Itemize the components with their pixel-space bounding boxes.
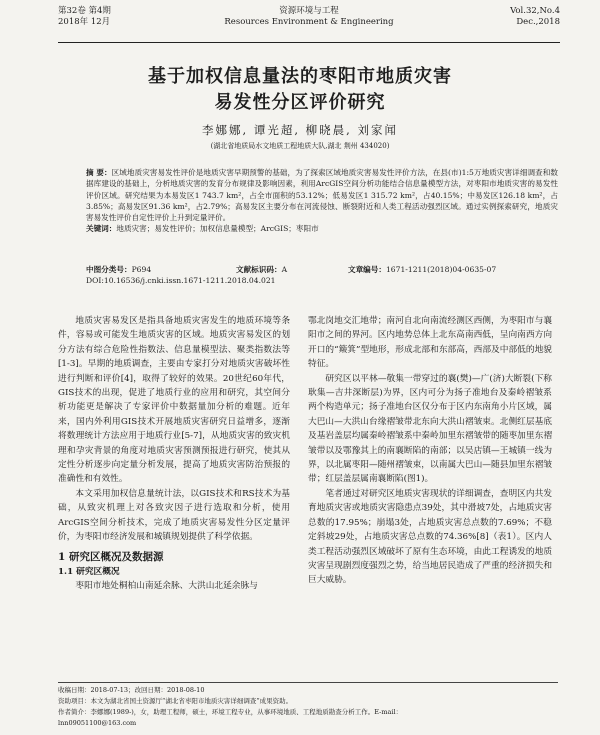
- paragraph: 笔者通过对研究区地质灾害现状的详细调查，查明区内共发育地质灾害或地质灾害隐患点39处，其中滑坡7处，占地质灾害总数的17.95%；崩塌3处，占地质灾害总点数的7.69%；不稳定斜坡29处，占地质灾害总点数的74.36%[8]（表1）。区内人类工程活动强烈区域破坏了原有生态环境，由此工程诱发的地质灾害呈现剧烈度强烈之势，给当地居民造成了严重的经济损失和巨大威胁。: [308, 488, 552, 586]
- header-rule: [58, 42, 560, 43]
- title-line-2: 易发性分区评价研究: [214, 92, 386, 113]
- clc-label: 中图分类号：: [86, 265, 132, 274]
- journal-name-cn: 资源环境与工程: [279, 6, 339, 16]
- subsection-heading: 1.1 研究区概况: [58, 566, 120, 577]
- journal-name: [58, 6, 560, 28]
- author-bio: 作者简介：李娜娜(1989-)，女，助理工程师，硕士，环境工程专业，从事环境地质、工程地质勘查分析工作。E-mail：: [58, 708, 403, 716]
- paragraph: 研究区以平林—敬集一带穿过的襄(樊)—广(济)大断裂(下称耿集—吉井深断层)为界，区内可分为扬子准地台及秦岭褶皱系两个构造单元；扬子准地台区仅分布于区内东南角小片区域，属大巴山—大洪山台缘褶皱带北东向大洪山褶皱束。北侧红层基底及基岩盖层均属秦岭褶皱系中秦岭加里东褶皱带的随枣加里东褶皱带以及鄂豫其上的南襄断陷的南部；以吴店镇—王城镇一线为界，以北属枣阳—随州褶皱束，以南属大巴山—随县加里东褶皱带；红层盖层属南襄断陷(图1)。: [308, 373, 552, 485]
- volume-issue-en: Vol.32,No.4: [510, 6, 560, 16]
- body-column-right: [308, 314, 552, 588]
- received-date: 收稿日期：2018-07-13；改回日期：2018-08-10: [58, 686, 205, 694]
- abstract-label: 摘 要：: [86, 168, 112, 177]
- running-header: [58, 6, 560, 46]
- affiliation: (湖北省地质局水文地质工程地质大队,湖北 荆州 434020): [210, 142, 390, 150]
- paragraph: 地质灾害易发区是指具备地质灾害发生的地质环境等条件，容易或可能发生地质灾害的区域。地质灾害易发区的划分方法有综合危险性指数法、信息量模型法、聚类指数法等[1-3]。早期的地质调查，主要由专家打分对地质灾害破坏性进行判断和评价[4]，取得了较好的效果。20世纪60年代，GIS技术的出现，促进了地质行业的应用和研究，其空间分析功能更是解决了专家评价中数据量加分析的难题。近年来，国内外利用GIS技术开展地质灾害研究日益增多，逐渐将数理统计方法应用于地质行业[5-7]，从地质灾害的致灾机理和孕灾背景的角度对地质灾害预测预报进行研究，使其从定性分析逐步向定量分析发展，提高了地质灾害防治预报的准确性和有效性。: [58, 316, 290, 485]
- abstract: [86, 167, 558, 235]
- funding-note: 资助项目：本文为湖北省国土资源厅“湖北省枣阳市地质灾害详细调查”成果资助。: [58, 697, 293, 705]
- abstract-text: 区域地质灾害易发性评价是地质灾害早期预警的基础，为了探索区域地质灾害易发性评价方法，在县(市)1:5万地质灾害详细调查和数据库建设的基础上，分析地质灾害的发育分布规律及影响因素，利用ArcGIS空间分析功能结合信息量模型方法，对枣阳市地质灾害的易发性评价区域。研究结果为本易发区1 743.7 km²，占全市面积的53.12%；低易发区1 315.72 km²，占40.15%；中易发区126.18 km²，占3.85%；高易发区91.36 km²，占2.79%；高易发区主要分布在河流侵蚀、断裂附近和人类工程活动强烈区域。通过实例探索研究，地质灾害易发性评价自定性评价上升到定量评价。: [86, 168, 558, 223]
- doc-code-label: 文献标识码：: [236, 265, 282, 274]
- title-line-1: 基于加权信息量法的枣阳市地质灾害: [148, 66, 452, 87]
- article-no-label: 文章编号：: [348, 265, 386, 274]
- article-title: [0, 64, 600, 116]
- article-meta: [86, 264, 558, 287]
- doi-link[interactable]: DOI:10.16536/j.cnki.issn.1671-1211.2018.04.021: [86, 276, 276, 286]
- doc-code-value: A: [281, 265, 288, 274]
- section-heading: 1 研究区概况及数据源: [58, 550, 164, 563]
- paragraph: 本文采用加权信息量统计法，以GIS技术和RS技术为基础，从致灾机理上对各致灾因子进行选取和分析，使用ArcGIS空间分析技术，完成了地质灾害易发性分区定量评价，为枣阳市经济发展和城镇规划提供了科学依据。: [58, 488, 290, 543]
- keywords-label: 关键词：: [86, 224, 117, 234]
- paragraph: 鄂北岗地交汇地带；南河自北向南流经测区西侧，为枣阳市与襄阳市之间的界河。区内地势总体上北东高南西低，呈向南西方向开口的“簸箕”型地形，形成北部和东部高，西部及中部低的地貌特征。: [308, 316, 552, 370]
- authors: 李娜娜, 谭光超, 柳晓晨, 刘家闻: [202, 123, 398, 137]
- journal-issue-en: [510, 6, 560, 28]
- issue-date-cn: 2018年 12月: [58, 17, 111, 27]
- paragraph: 枣阳市地处桐柏山南延余脉、大洪山北延余脉与: [75, 580, 258, 591]
- footnote: [58, 682, 558, 729]
- body-column-left: [58, 314, 290, 593]
- article-no-value: 1671-1211(2018)04-0635-07: [385, 265, 497, 274]
- issue-date-en: Dec.,2018: [516, 17, 560, 27]
- journal-name-en: Resources Environment & Engineering: [224, 17, 394, 27]
- volume-issue: 第32卷 第4期: [58, 6, 111, 16]
- author-email[interactable]: lnn09051100@163.com: [58, 719, 137, 727]
- clc-value: P694: [131, 265, 152, 274]
- keywords-text: 地质灾害；易发性评价；加权信息量模型；ArcGIS；枣阳市: [116, 224, 319, 234]
